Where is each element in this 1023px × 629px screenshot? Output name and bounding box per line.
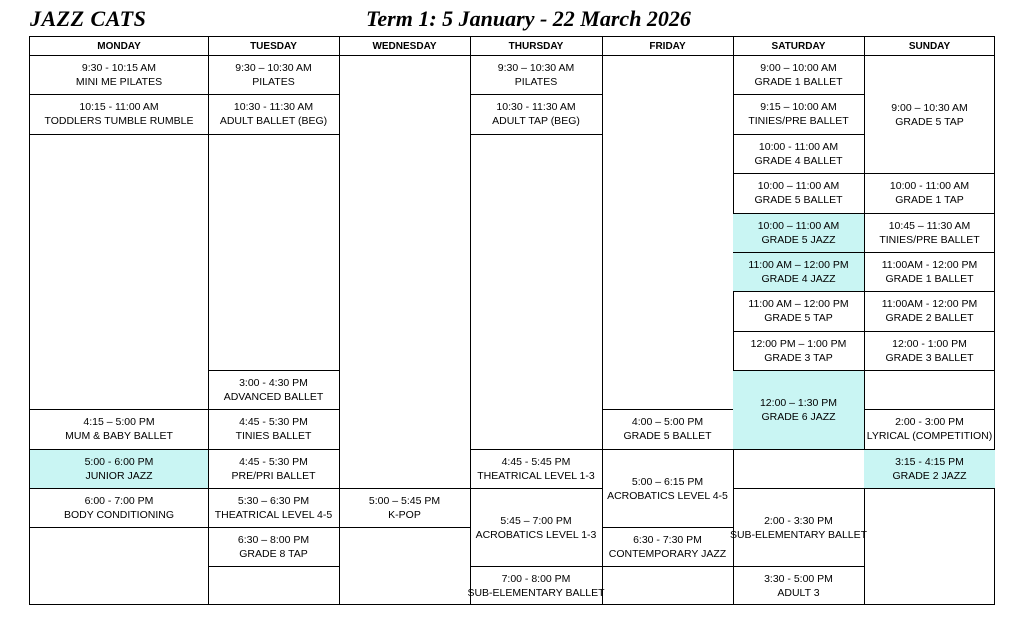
day-header-thursday: THURSDAY [470, 37, 602, 56]
class-time: 11:00 AM – 12:00 PM [748, 298, 849, 310]
class-slot [208, 410, 339, 450]
class-slot [339, 489, 470, 528]
class-name: MINI ME PILATES [75, 76, 163, 88]
class-slot [208, 371, 339, 410]
class-name: GRADE 3 BALLET [885, 352, 974, 364]
class-name: K-POP [388, 509, 421, 521]
class-time: 12:00 - 1:00 PM [892, 338, 967, 350]
class-name: GRADE 3 TAP [764, 352, 833, 364]
class-name: GRADE 5 TAP [895, 115, 964, 128]
class-time: 5:45 – 7:00 PM [500, 514, 572, 527]
empty-slot [733, 450, 864, 489]
class-slot [208, 95, 339, 135]
class-slot [733, 567, 864, 606]
class-name: GRADE 1 BALLET [885, 273, 974, 285]
class-time: 10:00 - 11:00 AM [889, 180, 970, 192]
class-slot [864, 332, 995, 371]
class-name: ADULT 3 [777, 587, 820, 599]
class-slot [602, 528, 733, 567]
class-name: TINIES BALLET [235, 430, 312, 442]
class-time: 3:15 - 4:15 PM [895, 456, 964, 468]
class-time: 4:45 - 5:45 PM [501, 456, 571, 468]
class-time: 9:00 – 10:30 AM [891, 101, 968, 114]
class-slot-highlighted [733, 214, 864, 253]
class-slot [467, 567, 605, 606]
empty-slot [470, 135, 602, 450]
class-name: LYRICAL (COMPETITION) [866, 430, 993, 442]
class-name: GRADE 1 TAP [895, 194, 964, 206]
class-name: GRADE 1 BALLET [754, 76, 843, 88]
class-time: 2:00 - 3:30 PM [764, 514, 833, 527]
class-name: ADULT TAP (BEG) [492, 115, 580, 127]
class-name: MUM & BABY BALLET [65, 430, 173, 442]
class-name: GRADE 5 BALLET [623, 430, 712, 442]
day-header-sunday: SUNDAY [864, 37, 995, 56]
class-name: SUB-ELEMENTARY BALLET [729, 528, 868, 541]
class-slot [208, 450, 339, 489]
class-time: 10:00 - 11:00 AM [758, 141, 839, 153]
class-slot [470, 56, 602, 95]
timetable [29, 36, 995, 605]
empty-slot [30, 135, 208, 410]
class-slot [864, 174, 995, 214]
class-time: 10:00 – 11:00 AM [757, 180, 840, 192]
class-slot-highlighted [733, 253, 864, 292]
class-time: 10:15 - 11:00 AM [79, 101, 159, 113]
class-slot [602, 410, 733, 450]
day-header-saturday: SATURDAY [733, 37, 864, 56]
day-header-monday: MONDAY [30, 37, 208, 56]
class-name: JUNIOR JAZZ [85, 470, 153, 482]
class-name: TINIES/PRE BALLET [748, 115, 849, 127]
class-time: 6:00 - 7:00 PM [84, 495, 154, 507]
class-time: 9:15 – 10:00 AM [760, 101, 837, 113]
class-slot [729, 489, 868, 567]
class-time: 5:30 – 6:30 PM [237, 495, 310, 507]
class-time: 12:00 PM – 1:00 PM [750, 338, 847, 350]
day-header-tuesday: TUESDAY [208, 37, 339, 56]
class-time: 10:45 – 11:30 AM [888, 220, 971, 232]
class-time: 4:45 - 5:30 PM [239, 416, 308, 428]
class-time: 5:00 - 6:00 PM [84, 456, 154, 468]
class-name: GRADE 2 BALLET [885, 312, 974, 324]
class-name: GRADE 5 TAP [764, 312, 833, 324]
class-time: 11:00 AM – 12:00 PM [748, 259, 849, 271]
class-slot [30, 489, 208, 528]
class-slot [602, 450, 733, 528]
class-slot [733, 95, 864, 135]
class-name: TINIES/PRE BALLET [879, 234, 980, 246]
class-slot [30, 95, 208, 135]
class-time: 5:00 – 6:15 PM [631, 475, 704, 488]
class-slot-highlighted [864, 450, 995, 489]
class-slot [470, 95, 602, 135]
day-header-wednesday: WEDNESDAY [339, 37, 470, 56]
class-name: BODY CONDITIONING [63, 509, 175, 521]
class-name: GRADE 4 BALLET [754, 155, 843, 167]
class-name: PRE/PRI BALLET [231, 470, 316, 482]
class-slot [208, 528, 339, 567]
studio-name: JAZZ CATS [30, 6, 147, 31]
class-name: GRADE 8 TAP [239, 548, 308, 560]
class-slot [864, 292, 995, 332]
class-slot [733, 292, 864, 332]
class-time: 10:30 - 11:30 AM [496, 101, 576, 113]
class-name: GRADE 5 JAZZ [761, 234, 836, 246]
class-name: ACROBATICS LEVEL 4-5 [607, 489, 728, 502]
class-name: GRADE 5 BALLET [754, 194, 843, 206]
class-slot [864, 56, 995, 174]
class-time: 11:00AM - 12:00 PM [881, 298, 978, 310]
class-name: SUB-ELEMENTARY BALLET [467, 587, 605, 599]
class-slot [208, 56, 339, 95]
class-slot [864, 253, 995, 292]
empty-slot [864, 371, 995, 410]
class-name: PILATES [514, 76, 558, 88]
class-slot [864, 214, 995, 253]
class-time: 3:30 - 5:00 PM [764, 573, 833, 585]
class-time: 4:00 – 5:00 PM [631, 416, 704, 428]
class-time: 10:00 – 11:00 AM [757, 220, 840, 232]
class-slot [733, 135, 864, 174]
class-slot [733, 174, 864, 214]
class-slot [208, 489, 339, 528]
class-slot-highlighted [733, 371, 864, 450]
empty-slot [208, 135, 339, 371]
class-name: GRADE 6 JAZZ [761, 411, 836, 423]
class-name: THEATRICAL LEVEL 1-3 [477, 470, 595, 482]
class-name: GRADE 2 JAZZ [892, 470, 967, 482]
class-time: 9:30 – 10:30 AM [497, 62, 575, 74]
class-name: ACROBATICS LEVEL 1-3 [475, 528, 597, 541]
empty-slot [339, 56, 470, 489]
class-name: CONTEMPORARY JAZZ [608, 548, 727, 560]
class-time: 12:00 – 1:30 PM [759, 397, 838, 409]
class-time: 3:00 - 4:30 PM [239, 377, 308, 389]
class-time: 6:30 – 8:00 PM [237, 534, 310, 546]
class-time: 2:00 - 3:00 PM [895, 416, 964, 428]
class-name: THEATRICAL LEVEL 4-5 [214, 509, 333, 521]
class-name: GRADE 4 JAZZ [761, 273, 836, 285]
day-header-friday: FRIDAY [602, 37, 733, 56]
class-slot [470, 450, 602, 489]
class-name: ADVANCED BALLET [223, 391, 324, 403]
class-slot [733, 56, 864, 95]
term-title: Term 1: 5 January - 22 March 2026 [366, 6, 691, 31]
class-slot-highlighted [30, 450, 208, 489]
class-time: 11:00AM - 12:00 PM [881, 259, 978, 271]
class-time: 10:30 - 11:30 AM [233, 101, 314, 113]
class-time: 5:00 – 5:45 PM [368, 495, 441, 507]
class-time: 9:30 - 10:15 AM [81, 62, 157, 74]
class-slot [30, 410, 208, 450]
class-time: 4:15 – 5:00 PM [83, 416, 155, 428]
class-slot [30, 56, 208, 95]
class-slot [864, 410, 995, 450]
class-time: 7:00 - 8:00 PM [501, 573, 571, 585]
empty-slot [602, 56, 733, 410]
class-slot [470, 489, 602, 567]
class-time: 4:45 - 5:30 PM [239, 456, 308, 468]
class-name: TODDLERS TUMBLE RUMBLE [44, 115, 194, 127]
class-time: 9:00 – 10:00 AM [760, 62, 837, 74]
class-time: 6:30 - 7:30 PM [633, 534, 702, 546]
class-time: 9:30 – 10:30 AM [235, 62, 312, 74]
class-name: PILATES [252, 76, 295, 88]
class-slot [733, 332, 864, 371]
class-name: ADULT BALLET (BEG) [219, 115, 328, 127]
